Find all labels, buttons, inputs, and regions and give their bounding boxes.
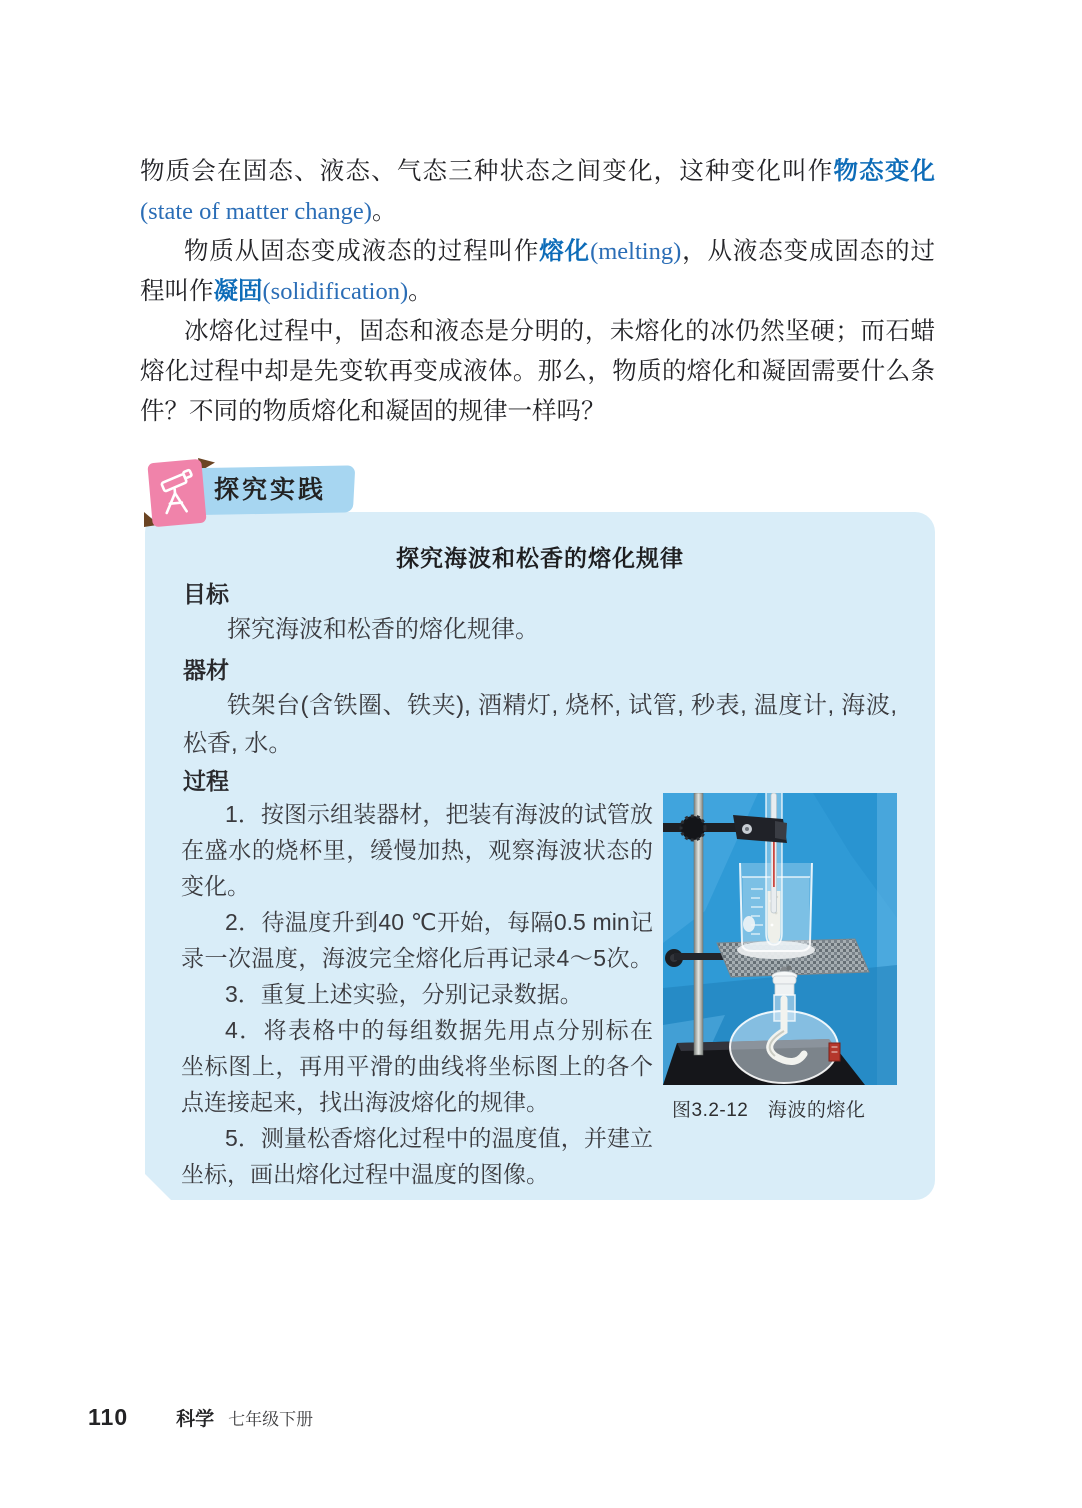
materials-heading: 器材 [183,657,229,683]
step-line: 变化。 [181,873,250,899]
keyword-solidification: 凝固 [213,278,263,305]
step-line: 2．待温度升到40 ℃开始，每隔0.5 min记 [225,909,653,935]
thermometer [771,793,777,913]
page-number: 110 [88,1404,129,1430]
paragraph-line [140,152,935,192]
footer-subject: 科学 [176,1409,215,1430]
step-line: 1．按图示组装器材，把装有海波的试管放 [225,801,653,827]
english-term: (solidification) [262,278,409,305]
paragraph-line: 熔化过程中却是先变软再变成液体。那么，物质的熔化和凝固需要什么条 [140,358,935,385]
goal-heading: 目标 [183,581,229,607]
step-line: 在盛水的烧杯里，缓慢加热，观察海波状态的 [181,837,653,863]
goal-text: 探究海波和松香的熔化规律。 [227,616,539,643]
body-text: ，从液态变成固态的过 [681,238,935,265]
step-line: 坐标，画出熔化过程中温度的图像。 [181,1161,549,1187]
step-line: 5．测量松香熔化过程中的温度值，并建立 [225,1125,653,1151]
box-corner-chamfer [145,1174,171,1200]
english-term: (melting) [590,238,682,265]
step-line: 3．重复上述实验，分别记录数据。 [225,981,583,1007]
step-line: 点连接起来，找出海波熔化的规律。 [181,1089,549,1115]
intro-paragraphs [140,152,935,432]
paragraph-line [140,272,935,312]
paragraph-line: 冰熔化过程中，固态和液态是分明的，未熔化的冰仍然坚硬；而石蜡 [184,318,935,345]
body-text: 物质从固态变成液态的过程叫作 [184,238,540,265]
footer-volume: 七年级下册 [228,1410,314,1429]
activity-title: 探究海波和松香的熔化规律 [396,546,684,571]
telescope-icon [154,467,200,518]
paragraph-line [140,192,935,232]
materials-line: 松香, 水。 [183,730,293,757]
step-line: 4．将表格中的每组数据先用点分别标在 [225,1017,653,1043]
paragraph-line: 件？不同的物质熔化和凝固的规律一样吗？ [140,398,606,425]
keyword-melting: 熔化 [539,238,591,265]
figure-caption: 图3.2-12 海波的熔化 [672,1100,866,1121]
activity-badge-tile [147,459,206,527]
english-term: (state of matter change) [140,198,372,225]
keyword-state-change: 物态变化 [833,158,935,185]
paragraph-line [140,232,935,272]
procedure-heading: 过程 [183,768,229,794]
body-text: 。 [408,278,433,305]
activity-box [145,512,935,1200]
body-text: 物质会在固态、液态、气态三种状态之间变化，这种变化叫作 [140,158,834,185]
procedure-steps [181,796,653,1192]
step-line: 录一次温度，海波完全熔化后再记录4～5次。 [181,945,653,971]
activity-badge-label: 探究实践 [214,476,327,504]
figure-melting-experiment [663,793,899,1122]
step-line: 坐标图上，再用平滑的曲线将坐标图上的各个 [181,1053,653,1079]
body-text: 。 [371,198,397,225]
page-footer [88,1402,313,1436]
body-text: 程叫作 [140,278,214,305]
experiment-photo [663,793,897,1085]
materials-line: 铁架台(含铁圈、铁夹), 酒精灯, 烧杯, 试管, 秒表, 温度计, 海波, [227,692,897,719]
